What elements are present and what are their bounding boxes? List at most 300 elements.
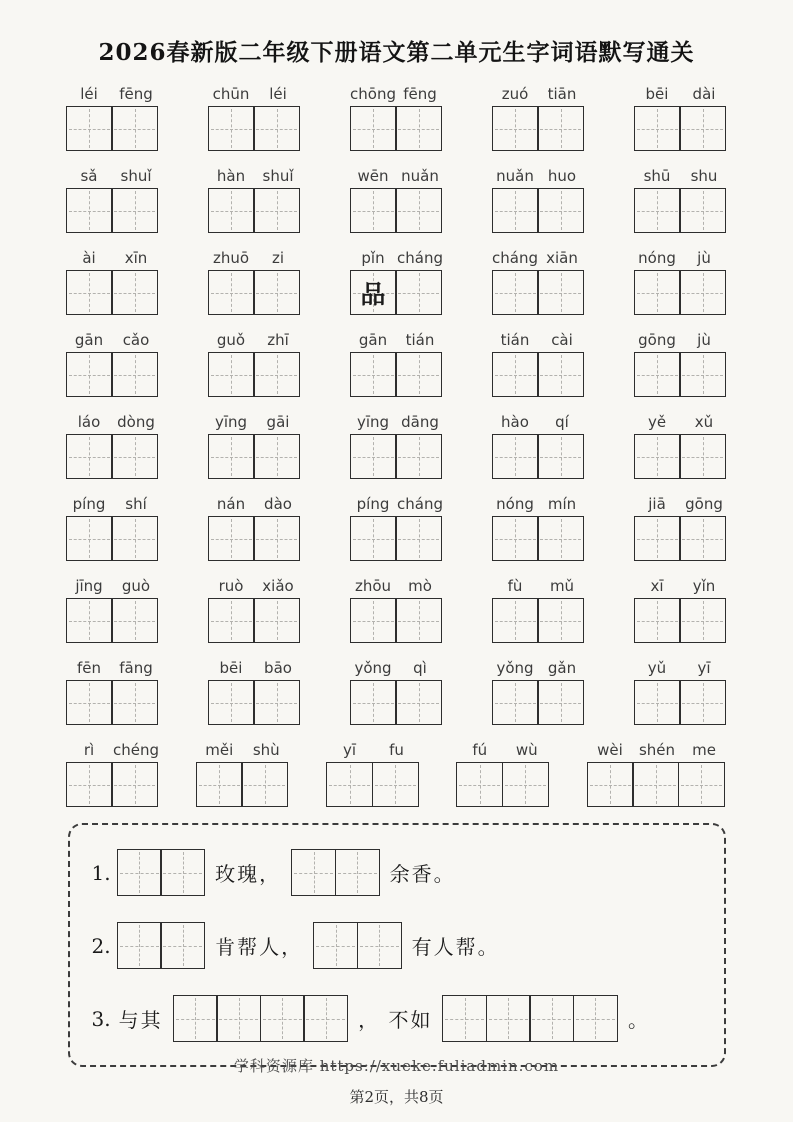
word-group: [66, 249, 160, 315]
writing-boxes: [634, 598, 728, 643]
writing-box: [395, 680, 442, 725]
pinyin-label: nóng: [496, 495, 534, 513]
writing-box: [492, 352, 539, 397]
writing-boxes: [492, 516, 586, 561]
writing-box: [537, 188, 584, 233]
writing-box: [679, 352, 726, 397]
writing-box: [350, 680, 397, 725]
writing-box: [634, 270, 681, 315]
writing-boxes: [634, 680, 728, 725]
writing-boxes: [208, 270, 302, 315]
writing-box: [679, 106, 726, 151]
writing-box: [678, 762, 725, 807]
writing-box: [492, 188, 539, 233]
word-row: [66, 167, 728, 233]
pinyin-label: dào: [264, 495, 292, 513]
writing-box: [111, 680, 158, 725]
writing-box: [537, 516, 584, 561]
writing-box: [537, 680, 584, 725]
writing-boxes: [208, 598, 302, 643]
pinyin-label: wēn: [357, 167, 389, 185]
pinyin-row: [634, 85, 728, 106]
pinyin-label: yī: [342, 741, 357, 759]
pinyin-row: [350, 331, 444, 352]
pinyin-label: qí: [555, 413, 569, 431]
pinyin-row: [66, 741, 160, 762]
pinyin-row: [492, 577, 586, 598]
pinyin-label: zi: [271, 249, 285, 267]
pinyin-label: píng: [72, 495, 106, 513]
exercise-line: [92, 849, 712, 896]
writing-boxes: [208, 680, 302, 725]
pinyin-row: [634, 167, 728, 188]
pinyin-row: [208, 577, 302, 598]
word-group: [208, 413, 302, 479]
writing-box: [66, 188, 113, 233]
pinyin-label: hào: [501, 413, 529, 431]
writing-box: [679, 516, 726, 561]
exercise-number: 1.: [91, 860, 111, 885]
writing-box: [253, 188, 300, 233]
pinyin-label: chéng: [112, 741, 159, 759]
pinyin-label: me: [692, 741, 716, 759]
writing-box: [537, 270, 584, 315]
exercise-text: 。: [627, 1008, 650, 1032]
pinyin-row: [456, 741, 550, 762]
pinyin-label: léi: [269, 85, 287, 103]
writing-boxes: [634, 352, 728, 397]
word-group: [66, 659, 160, 725]
exercise-writing-box: [442, 995, 487, 1042]
word-grid: [66, 85, 728, 807]
pinyin-row: [634, 577, 728, 598]
pinyin-label: tián: [500, 331, 530, 349]
exercise-writing-box: [216, 995, 261, 1042]
pinyin-label: fù: [507, 577, 523, 595]
pinyin-label: shuǐ: [262, 167, 294, 185]
word-group: [350, 659, 444, 725]
writing-box: [66, 516, 113, 561]
pinyin-label: yǐn: [692, 577, 716, 595]
writing-box: [253, 516, 300, 561]
writing-boxes: [66, 106, 160, 151]
word-group: [634, 577, 728, 643]
writing-box: [350, 352, 397, 397]
pinyin-label: ruò: [218, 577, 244, 595]
writing-box: [492, 270, 539, 315]
writing-boxes: [456, 762, 550, 807]
writing-box: [66, 270, 113, 315]
exercise-writing-box: [160, 922, 205, 969]
exercise-writing-box: [117, 922, 162, 969]
writing-box: [111, 434, 158, 479]
pinyin-row: [66, 495, 160, 516]
pinyin-row: [66, 249, 160, 270]
writing-box: [111, 106, 158, 151]
exercise-text: ， 不如: [358, 1008, 433, 1032]
pinyin-label: gāi: [266, 413, 290, 431]
pinyin-label: pǐn: [361, 249, 385, 267]
writing-box: [634, 106, 681, 151]
word-row: [66, 741, 728, 807]
pinyin-label: fēng: [119, 85, 153, 103]
pinyin-label: shén: [638, 741, 676, 759]
word-group: [208, 577, 302, 643]
word-group: [208, 85, 302, 151]
pinyin-row: [350, 495, 444, 516]
pinyin-label: yě: [647, 413, 667, 431]
pinyin-label: jiā: [648, 495, 666, 513]
writing-box: [111, 270, 158, 315]
pinyin-label: shù: [252, 741, 280, 759]
word-group: [66, 331, 160, 397]
word-group: [492, 577, 586, 643]
pinyin-label: gǎn: [547, 659, 577, 677]
pinyin-label: yǔ: [647, 659, 667, 677]
exercise-section: [68, 823, 726, 1075]
writing-boxes: [66, 188, 160, 233]
writing-boxes: [66, 680, 160, 725]
writing-box: [196, 762, 243, 807]
word-group: [196, 741, 290, 807]
writing-box: [208, 352, 255, 397]
writing-box: [326, 762, 373, 807]
pinyin-row: [208, 167, 302, 188]
writing-box: [634, 434, 681, 479]
pinyin-label: zhōu: [354, 577, 392, 595]
pinyin-row: [492, 659, 586, 680]
word-group: [492, 495, 586, 561]
pinyin-row: [208, 413, 302, 434]
pinyin-label: yǒng: [354, 659, 392, 677]
pinyin-label: cháng: [397, 495, 443, 513]
pinyin-label: jù: [697, 249, 711, 267]
pinyin-label: dài: [692, 85, 716, 103]
pinyin-label: nuǎn: [496, 167, 534, 185]
pinyin-label: cài: [551, 331, 573, 349]
writing-box: [253, 434, 300, 479]
word-group: [66, 741, 160, 807]
word-group: [492, 413, 586, 479]
writing-box: [350, 598, 397, 643]
word-group: [326, 741, 420, 807]
exercise-writing-boxes: [313, 922, 402, 969]
pinyin-label: ài: [82, 249, 96, 267]
writing-box: [395, 352, 442, 397]
writing-box: [537, 352, 584, 397]
pinyin-label: yī: [697, 659, 711, 677]
writing-boxes: [634, 270, 728, 315]
exercise-text: 与其: [118, 1008, 163, 1032]
writing-boxes: [66, 270, 160, 315]
exercise-writing-box: [573, 995, 618, 1042]
pinyin-row: [492, 249, 586, 270]
exercise-writing-box: [529, 995, 574, 1042]
exercise-text: 余香。: [389, 862, 456, 886]
pinyin-label: nán: [216, 495, 246, 513]
pinyin-label: dòng: [117, 413, 155, 431]
pinyin-label: zuó: [501, 85, 529, 103]
word-row: [66, 659, 728, 725]
word-group: [634, 331, 728, 397]
pinyin-label: láo: [77, 413, 101, 431]
pinyin-row: [208, 249, 302, 270]
pinyin-row: [492, 413, 586, 434]
word-row: [66, 495, 728, 561]
word-row: [66, 577, 728, 643]
writing-box: [66, 434, 113, 479]
writing-box: [66, 598, 113, 643]
writing-box: [350, 270, 397, 315]
writing-box: [587, 762, 634, 807]
writing-box: [208, 434, 255, 479]
word-row: [66, 331, 728, 397]
word-row: [66, 85, 728, 151]
exercise-writing-box: [117, 849, 162, 896]
writing-box: [66, 680, 113, 725]
footer-site-text: 学科资源库 https://xueke.fuliadmin.com: [233, 1057, 560, 1075]
writing-box: [111, 516, 158, 561]
writing-boxes: [326, 762, 420, 807]
exercise-lines: [92, 849, 712, 1042]
pinyin-row: [350, 249, 444, 270]
pinyin-label: tián: [405, 331, 435, 349]
pinyin-label: shu: [690, 167, 718, 185]
writing-box: [395, 434, 442, 479]
pinyin-label: mín: [547, 495, 577, 513]
writing-box: [111, 188, 158, 233]
pinyin-label: chōng: [350, 85, 396, 103]
writing-box: [395, 516, 442, 561]
word-group: [208, 249, 302, 315]
writing-box: [492, 598, 539, 643]
pinyin-label: gān: [358, 331, 388, 349]
pinyin-label: sǎ: [80, 167, 98, 185]
writing-boxes: [350, 680, 444, 725]
writing-boxes: [492, 270, 586, 315]
writing-box: [492, 516, 539, 561]
writing-box: [456, 762, 503, 807]
pinyin-row: [66, 331, 160, 352]
writing-boxes: [492, 106, 586, 151]
pinyin-row: [208, 659, 302, 680]
exercise-writing-box: [357, 922, 402, 969]
pinyin-row: [66, 577, 160, 598]
writing-boxes: [587, 762, 728, 807]
writing-boxes: [350, 270, 444, 315]
writing-boxes: [208, 352, 302, 397]
exercise-writing-box: [173, 995, 218, 1042]
pinyin-label: wù: [515, 741, 538, 759]
word-group: [66, 167, 160, 233]
pinyin-label: bēi: [645, 85, 669, 103]
writing-boxes: [66, 598, 160, 643]
word-group: [66, 85, 160, 151]
exercise-writing-box: [303, 995, 348, 1042]
word-group: [208, 495, 302, 561]
writing-box: [679, 598, 726, 643]
writing-boxes: [350, 516, 444, 561]
pinyin-label: gān: [74, 331, 104, 349]
writing-box: [502, 762, 549, 807]
exercise-line: [92, 995, 712, 1042]
word-row: [66, 413, 728, 479]
writing-box: [537, 434, 584, 479]
pinyin-label: jīng: [75, 577, 103, 595]
writing-box: [350, 188, 397, 233]
writing-boxes: [208, 516, 302, 561]
pinyin-label: cháng: [397, 249, 443, 267]
word-group: [587, 741, 728, 807]
pinyin-label: zhuō: [212, 249, 250, 267]
writing-boxes: [66, 762, 160, 807]
pinyin-label: wèi: [597, 741, 623, 759]
pinyin-row: [326, 741, 420, 762]
pinyin-label: hàn: [216, 167, 246, 185]
writing-boxes: [208, 106, 302, 151]
writing-box: [395, 106, 442, 151]
writing-boxes: [350, 434, 444, 479]
pinyin-label: yīng: [214, 413, 248, 431]
writing-box: [537, 106, 584, 151]
pinyin-row: [492, 85, 586, 106]
pinyin-label: shí: [125, 495, 147, 513]
pinyin-label: guǒ: [216, 331, 246, 349]
exercise-writing-box: [160, 849, 205, 896]
word-group: [350, 577, 444, 643]
writing-box: [634, 352, 681, 397]
writing-boxes: [350, 598, 444, 643]
pinyin-label: nóng: [638, 249, 676, 267]
writing-box: [208, 188, 255, 233]
writing-boxes: [196, 762, 290, 807]
word-group: [456, 741, 550, 807]
handwritten-char: 品: [360, 279, 386, 309]
word-group: [66, 577, 160, 643]
pinyin-label: rì: [83, 741, 95, 759]
writing-box: [66, 106, 113, 151]
writing-box: [208, 680, 255, 725]
pinyin-row: [350, 577, 444, 598]
pinyin-label: xīn: [124, 249, 148, 267]
pinyin-label: bāo: [264, 659, 292, 677]
writing-box: [492, 106, 539, 151]
word-group: [492, 249, 586, 315]
pinyin-label: xī: [650, 577, 664, 595]
writing-boxes: [208, 188, 302, 233]
pinyin-label: fú: [472, 741, 488, 759]
writing-box: [208, 106, 255, 151]
writing-box: [253, 352, 300, 397]
writing-boxes: [634, 106, 728, 151]
writing-box: [208, 598, 255, 643]
pinyin-label: yǒng: [496, 659, 534, 677]
word-group: [634, 85, 728, 151]
exercise-writing-box: [260, 995, 305, 1042]
word-group: [492, 659, 586, 725]
pinyin-row: [492, 331, 586, 352]
pinyin-label: píng: [356, 495, 390, 513]
pinyin-row: [196, 741, 290, 762]
writing-box: [253, 680, 300, 725]
pinyin-row: [350, 413, 444, 434]
word-group: [350, 413, 444, 479]
writing-boxes: [492, 680, 586, 725]
writing-box: [492, 680, 539, 725]
writing-box: [679, 188, 726, 233]
pinyin-row: [492, 167, 586, 188]
exercise-writing-boxes: [117, 922, 206, 969]
pinyin-label: gōng: [638, 331, 676, 349]
pinyin-row: [350, 167, 444, 188]
writing-boxes: [66, 516, 160, 561]
writing-box: [395, 270, 442, 315]
word-group: [350, 85, 444, 151]
writing-box: [372, 762, 419, 807]
pinyin-label: fu: [389, 741, 404, 759]
writing-box: [66, 352, 113, 397]
pinyin-label: fēn: [76, 659, 102, 677]
pinyin-row: [634, 331, 728, 352]
pinyin-label: jù: [697, 331, 711, 349]
pinyin-label: shuǐ: [120, 167, 152, 185]
writing-box: [634, 680, 681, 725]
pinyin-label: cǎo: [122, 331, 150, 349]
writing-boxes: [350, 188, 444, 233]
pinyin-row: [587, 741, 728, 762]
pinyin-row: [208, 85, 302, 106]
pinyin-label: yīng: [356, 413, 390, 431]
writing-box: [253, 270, 300, 315]
pinyin-row: [66, 167, 160, 188]
exercise-text: 有人帮。: [411, 935, 500, 959]
writing-boxes: [634, 516, 728, 561]
pinyin-label: zhī: [267, 331, 289, 349]
writing-box: [632, 762, 679, 807]
pinyin-row: [634, 249, 728, 270]
pinyin-label: guò: [121, 577, 151, 595]
pinyin-label: nuǎn: [401, 167, 439, 185]
pinyin-row: [66, 413, 160, 434]
writing-boxes: [350, 352, 444, 397]
pinyin-row: [634, 495, 728, 516]
writing-boxes: [492, 188, 586, 233]
pinyin-row: [350, 85, 444, 106]
pinyin-label: měi: [205, 741, 234, 759]
word-group: [634, 659, 728, 725]
pinyin-row: [492, 495, 586, 516]
writing-boxes: [492, 352, 586, 397]
writing-boxes: [208, 434, 302, 479]
pinyin-row: [66, 659, 160, 680]
writing-box: [350, 106, 397, 151]
pinyin-label: chūn: [212, 85, 250, 103]
writing-box: [679, 270, 726, 315]
writing-box: [253, 598, 300, 643]
word-group: [492, 85, 586, 151]
writing-box: [492, 434, 539, 479]
writing-box: [634, 516, 681, 561]
pinyin-label: tiān: [547, 85, 577, 103]
writing-box: [537, 598, 584, 643]
pinyin-label: fāng: [119, 659, 153, 677]
word-group: [634, 167, 728, 233]
pinyin-label: mò: [408, 577, 432, 595]
writing-box: [66, 762, 113, 807]
exercise-text: 肯帮人，: [215, 935, 304, 959]
writing-box: [208, 516, 255, 561]
exercise-writing-box: [313, 922, 358, 969]
